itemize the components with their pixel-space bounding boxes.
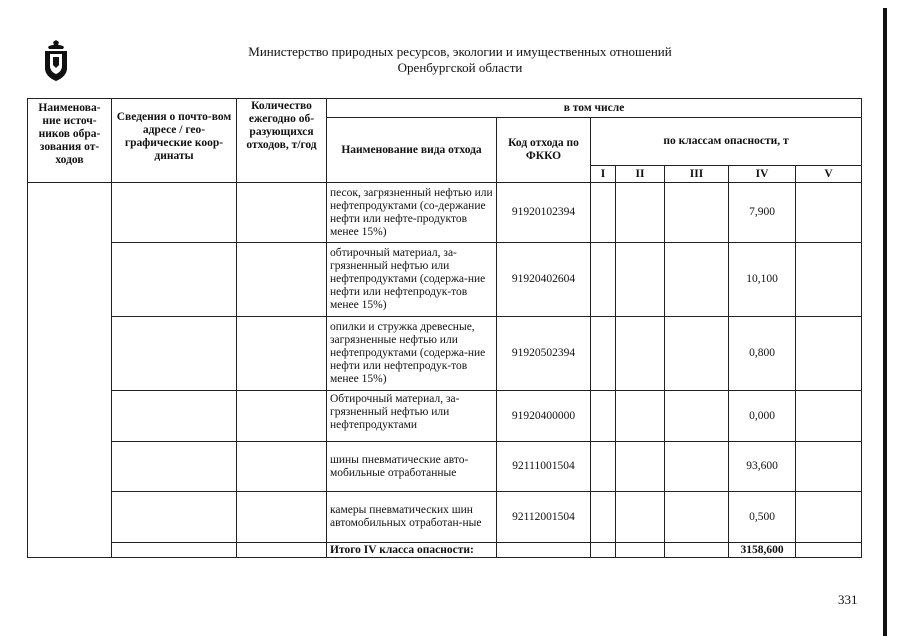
address-cell [112,442,237,492]
quantity-cell [237,543,327,558]
table-row [28,442,862,492]
fkko-code-cell: 91920102394 [497,183,591,243]
waste-name-cell: Обтирочный материал, за-грязненный нефтью или нефтепродуктами [327,391,497,442]
class-iv-value: 0,800 [729,317,796,391]
header-fkko-code: Код отхода по ФККО [497,118,591,183]
class-iv-value: 0,000 [729,391,796,442]
header-quantity: Количество ежегодно об-разующихся отходов, т/год [237,99,327,183]
table-row [28,317,862,391]
address-cell [112,183,237,243]
total-value: 3158,600 [729,543,796,558]
address-cell [112,543,237,558]
fkko-code-cell: 91920502394 [497,317,591,391]
waste-name-cell: опилки и стружка древесные, загрязненные нефтью или нефтепродуктами (содержа-ние нефти или нефтепродук-тов менее 15%) [327,317,497,391]
class-iv-value: 93,600 [729,442,796,492]
header-region: Оренбургской области [397,60,523,75]
address-cell [112,243,237,317]
waste-name-cell: камеры пневматических шин автомобильных отработан-ные [327,492,497,543]
header-hazard-classes: по классам опасности, т [591,118,862,166]
quantity-cell [237,183,327,243]
coat-of-arms-icon [42,40,70,82]
fkko-code-cell: 91920402604 [497,243,591,317]
header-waste-name: Наименование вида отхода [327,118,497,183]
class-iv-value: 10,100 [729,243,796,317]
class-header-iii: III [665,166,729,183]
address-cell [112,391,237,442]
class-iv-value: 7,900 [729,183,796,243]
fkko-code-cell: 92112001504 [497,492,591,543]
fkko-code-cell: 91920400000 [497,391,591,442]
page-edge-bar [883,8,887,636]
table-row [28,391,862,442]
quantity-cell [237,391,327,442]
address-cell [112,492,237,543]
class-header-v: V [796,166,862,183]
address-cell [112,317,237,391]
waste-table [27,98,862,558]
quantity-cell [237,492,327,543]
waste-name-cell: обтирочный материал, за-грязненный нефтью или нефтепродуктами (содержа-ние нефти или нефтепродук-тов менее 15%) [327,243,497,317]
class-header-ii: II [616,166,665,183]
class-iv-value: 0,500 [729,492,796,543]
header-address: Сведения о почто-вом адресе / гео-графические коор-динаты [112,99,237,183]
header-source: Наименова-ние источ-ников обра-зования от-ходов [28,99,112,183]
header-including: в том числе [327,99,862,118]
page-number: 331 [838,592,858,607]
fkko-code-cell: 92111001504 [497,442,591,492]
quantity-cell [237,317,327,391]
class-header-i: I [591,166,616,183]
document-header [230,44,690,76]
table-row [28,243,862,317]
table-row [28,183,862,243]
waste-name-cell: песок, загрязненный нефтью или нефтепродуктами (со-держание нефти или нефте-продуктов менее 15%) [327,183,497,243]
total-label: Итого IV класса опасности: [327,543,497,558]
table-row [28,492,862,543]
class-header-iv: IV [729,166,796,183]
header-ministry: Министерство природных ресурсов, экологии и имущественных отношений [248,44,672,59]
quantity-cell [237,442,327,492]
waste-name-cell: шины пневматические авто-мобильные отработанные [327,442,497,492]
total-row [28,543,862,558]
quantity-cell [237,243,327,317]
source-cell [28,183,112,558]
